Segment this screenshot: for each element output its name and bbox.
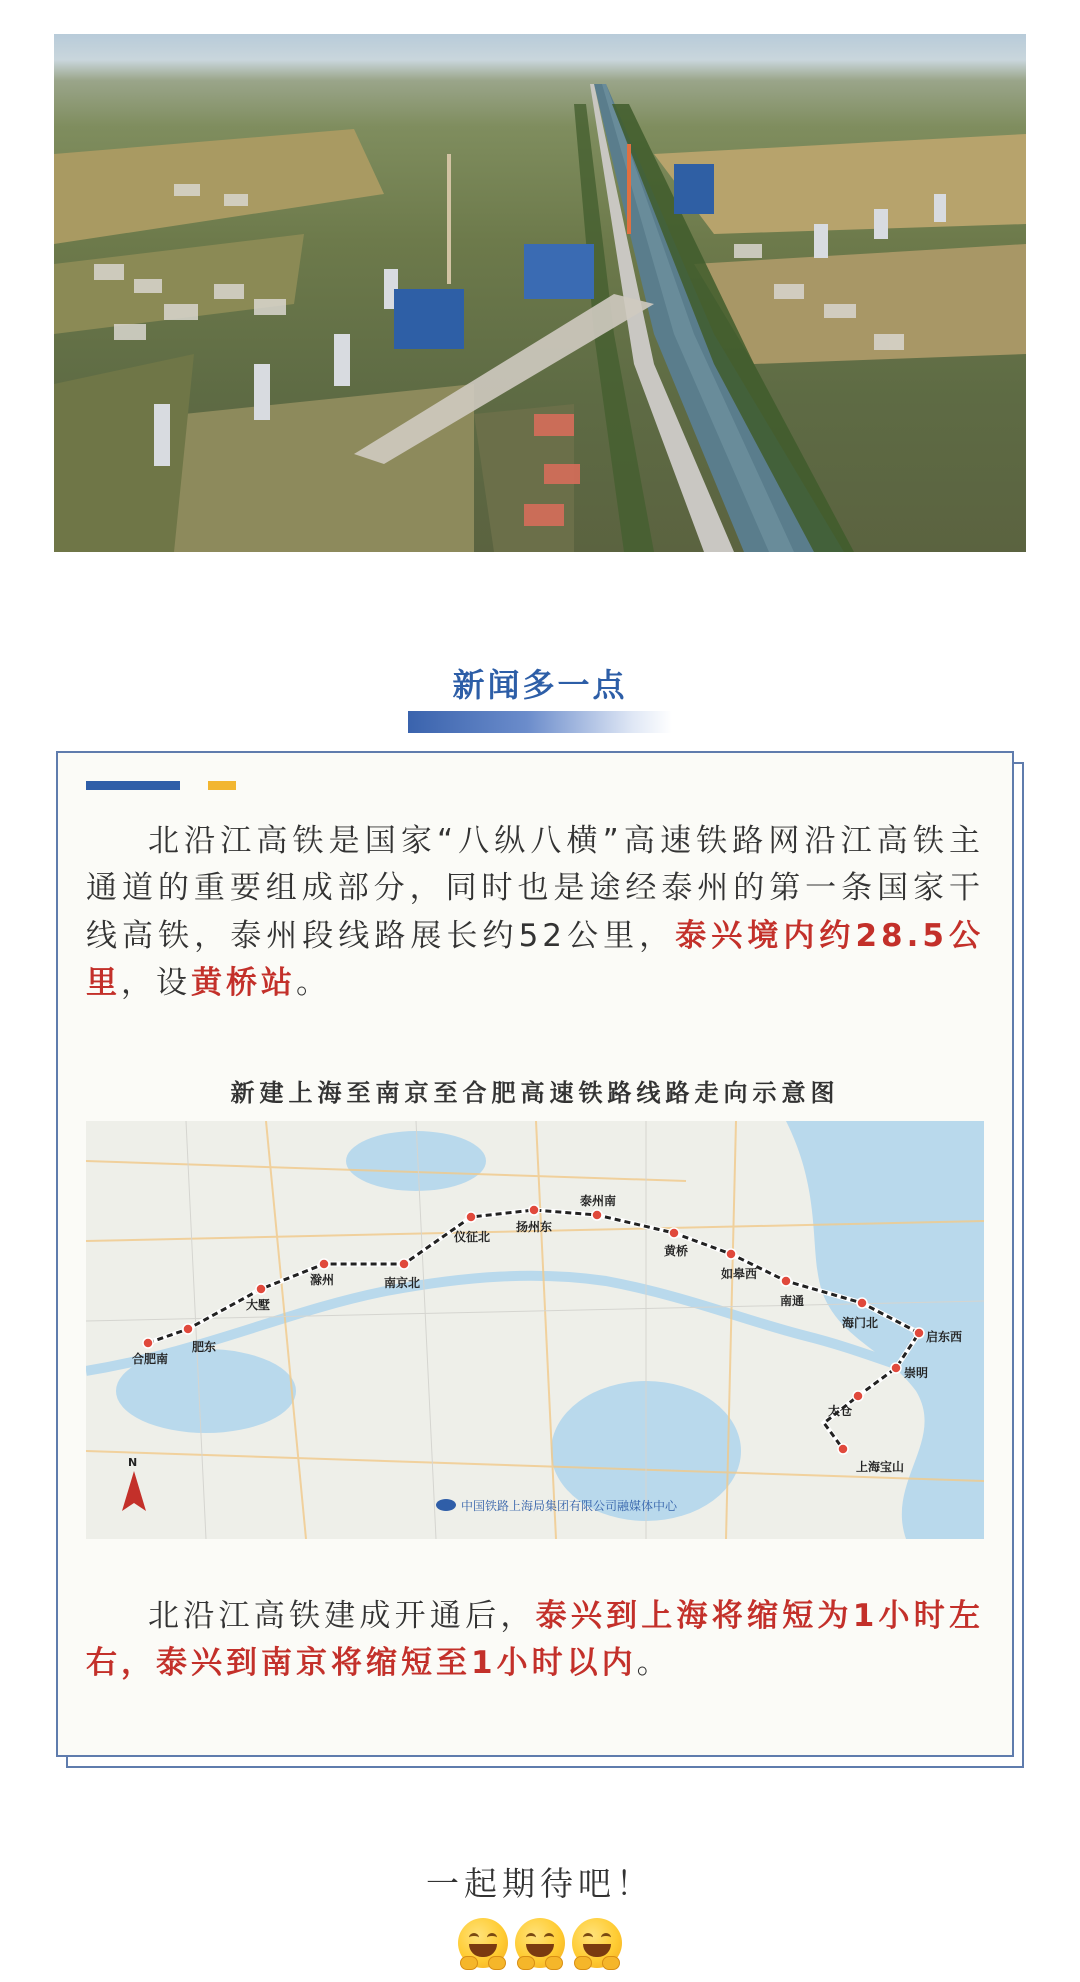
news-card [56,751,1014,1757]
route-map [86,1121,984,1539]
station-label: 上海宝山 [856,1460,905,1474]
paragraph-intro [86,818,984,1008]
map-title: 新建上海至南京至合肥高速铁路线路走向示意图 [230,1078,840,1107]
accent-bar-blue [86,781,180,790]
accent-bar-yellow [208,781,236,790]
station-label: 如皋西 [721,1267,758,1281]
paragraph-text: 。 [636,1645,672,1682]
compass-north-icon [122,1456,146,1511]
station-label: 肥东 [192,1340,217,1354]
railway-logo-icon [436,1499,456,1511]
closing-text: 一起期待吧！ [426,1864,654,1903]
station-label: 泰州南 [580,1194,617,1208]
map-credit [436,1498,678,1513]
station-label: 太仓 [828,1404,853,1418]
grinning-face-icon [458,1918,508,1968]
grinning-face-icon [572,1918,622,1968]
station-label: 大墅 [246,1298,271,1312]
paragraph-text: ，设 [121,965,191,1002]
station-label: 仪征北 [454,1230,491,1244]
section-title: 新闻多一点 [452,666,628,704]
station-label: 滁州 [310,1273,335,1287]
map-credit-text: 中国铁路上海局集团有限公司融媒体中心 [461,1499,678,1513]
title-gradient-bar [408,711,672,733]
paragraph-text: 北沿江高铁是国家“八纵八横”高速铁路网沿江高铁主通道的重要组成部分，同时也是途经泰州的第一条国家干线高铁，泰州段线路展长约52公里， [86,823,984,954]
station-label: 启东西 [926,1330,963,1344]
station-label: 扬州东 [516,1220,553,1234]
aerial-photo [54,34,1026,552]
paragraph-text: 。 [296,965,331,1002]
station-label: 海门北 [842,1316,879,1330]
station-label: 黄桥 [664,1244,689,1258]
highlight-distance: 泰兴境内约28.5公里 [86,917,984,1002]
paragraph-outcome [86,1593,984,1688]
station-label: 南京北 [384,1276,421,1290]
highlight-station: 黄桥站 [191,965,296,1002]
station-label: 南通 [780,1294,805,1308]
station-label: 崇明 [904,1366,929,1380]
station-label: 合肥南 [132,1352,169,1366]
highlight-travel-time: 泰兴到上海将缩短为1小时左右，泰兴到南京将缩短至1小时以内 [86,1598,984,1682]
compass-label: N [128,1456,138,1469]
emoji-row [458,1918,622,1974]
grinning-face-icon [515,1918,565,1968]
paragraph-text: 北沿江高铁建成开通后， [148,1598,536,1634]
